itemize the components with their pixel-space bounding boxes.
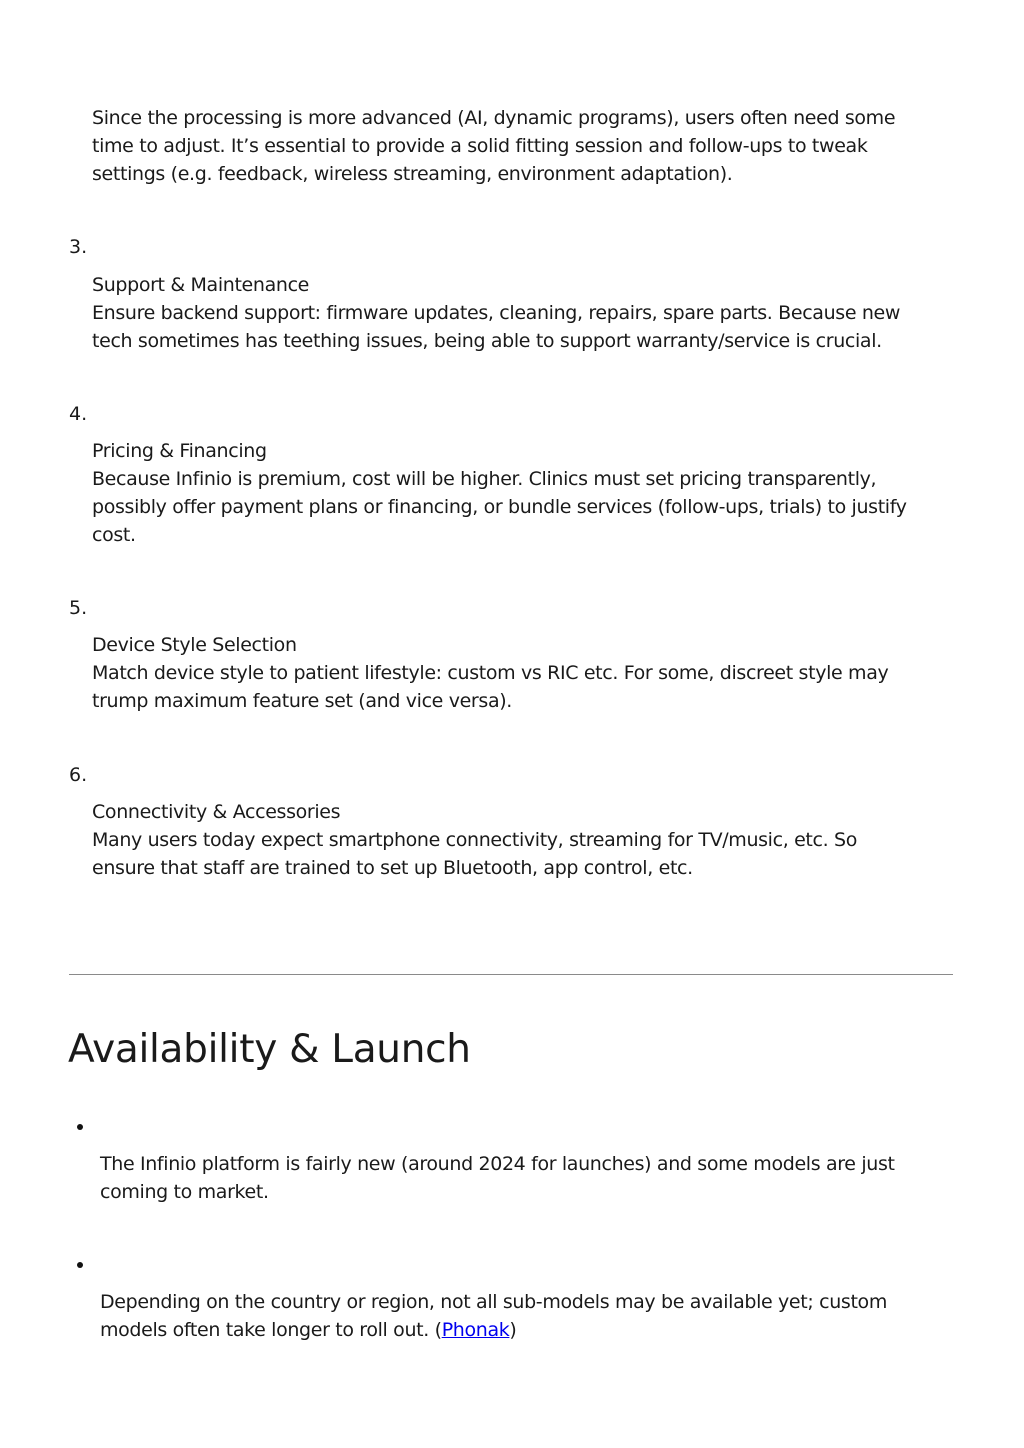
text-line: cost. bbox=[92, 524, 136, 546]
item-title: Device Style Selection bbox=[92, 634, 297, 656]
section-heading: Availability & Launch bbox=[68, 1027, 471, 1072]
text-line: Many users today expect smartphone connectivity, streaming for TV/music, etc. So bbox=[92, 829, 857, 851]
text-line bbox=[100, 1316, 516, 1344]
item-number: 5. bbox=[69, 597, 88, 619]
text-line: settings (e.g. feedback, wireless streaming, environment adaptation). bbox=[92, 163, 733, 185]
text-line: trump maximum feature set (and vice versa). bbox=[92, 690, 512, 712]
item-number: 6. bbox=[69, 764, 88, 786]
item-title: Pricing & Financing bbox=[92, 440, 267, 462]
text-line: ensure that staff are trained to set up Bluetooth, app control, etc. bbox=[92, 857, 693, 879]
text-line: possibly offer payment plans or financing, or bundle services (follow-ups, trials) to justify bbox=[92, 496, 907, 518]
bullet-icon bbox=[77, 1124, 83, 1130]
divider bbox=[69, 974, 953, 975]
text-fragment: ) bbox=[509, 1319, 517, 1341]
text-line: The Infinio platform is fairly new (around 2024 for launches) and some models are just bbox=[100, 1153, 895, 1175]
item-number: 4. bbox=[69, 403, 88, 425]
text-line: tech sometimes has teething issues, being able to support warranty/service is crucial. bbox=[92, 330, 882, 352]
text-line: time to adjust. It’s essential to provide a solid fitting session and follow-ups to tweak bbox=[92, 135, 868, 157]
item-title: Support & Maintenance bbox=[92, 274, 310, 296]
text-line: Match device style to patient lifestyle: custom vs RIC etc. For some, discreet style may bbox=[92, 662, 889, 684]
text-line: Because Infinio is premium, cost will be higher. Clinics must set pricing transparently, bbox=[92, 468, 877, 490]
text-line: Ensure backend support: firmware updates, cleaning, repairs, spare parts. Because new bbox=[92, 302, 901, 324]
bullet-icon bbox=[77, 1262, 83, 1268]
item-number: 3. bbox=[69, 236, 88, 258]
text-line: Depending on the country or region, not all sub-models may be available yet; custom bbox=[100, 1291, 887, 1313]
text-fragment: models often take longer to roll out. ( bbox=[100, 1319, 442, 1341]
text-line: coming to market. bbox=[100, 1181, 269, 1203]
phonak-link[interactable]: Phonak bbox=[441, 1319, 510, 1341]
item-title: Connectivity & Accessories bbox=[92, 801, 341, 823]
text-line: Since the processing is more advanced (AI, dynamic programs), users often need some bbox=[92, 107, 896, 129]
